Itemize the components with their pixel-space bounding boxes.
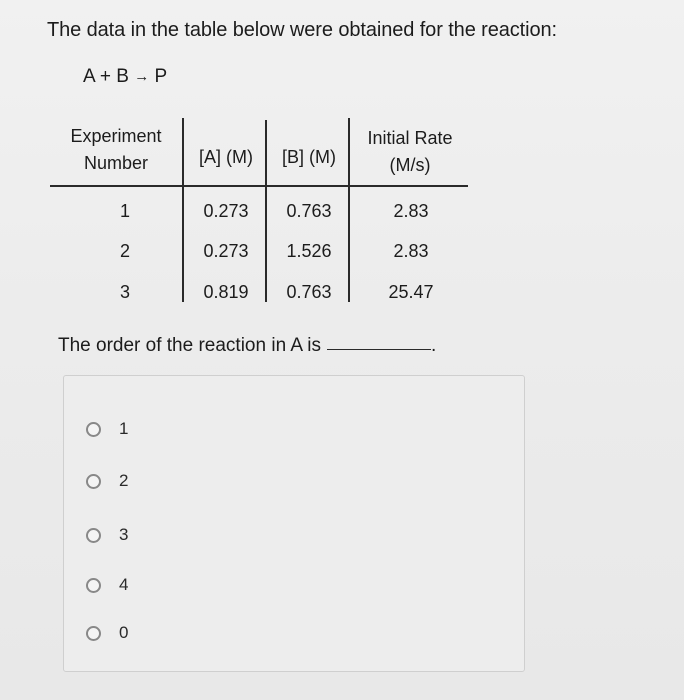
intro-text: The data in the table below were obtained for the reaction: — [47, 19, 557, 41]
option-label: 1 — [119, 419, 129, 438]
header-initial-rate — [352, 125, 468, 179]
option-3[interactable] — [86, 522, 128, 548]
table-cell-b: 0.763 — [286, 282, 332, 302]
header-experiment — [54, 123, 178, 177]
column-divider — [182, 118, 184, 302]
table-cell-exp: 1 — [119, 201, 130, 221]
option-4[interactable] — [86, 572, 128, 598]
rate-data-table — [50, 116, 468, 316]
radio-button[interactable] — [86, 422, 101, 437]
radio-button[interactable] — [86, 528, 101, 543]
reaction-arrow: → — [134, 68, 150, 85]
product: P — [154, 66, 168, 87]
table-cell-a: 0.273 — [203, 241, 249, 261]
header-experiment-line2: Number — [83, 153, 149, 173]
reaction-equation — [83, 66, 167, 88]
table-cell-exp: 2 — [119, 241, 130, 261]
table-cell-rate: 2.83 — [393, 201, 429, 221]
option-label: 3 — [119, 525, 129, 544]
column-divider — [265, 120, 267, 302]
radio-button[interactable] — [86, 474, 101, 489]
table-cell-b: 1.526 — [286, 241, 332, 261]
question-trailing: . — [431, 335, 437, 356]
header-divider — [50, 185, 468, 187]
question-text — [58, 335, 436, 357]
option-0[interactable] — [86, 620, 128, 646]
column-divider — [348, 118, 350, 302]
table-cell-rate: 25.47 — [388, 282, 434, 302]
option-label: 2 — [119, 471, 129, 490]
option-1[interactable] — [86, 416, 128, 442]
header-rate-line1: Initial Rate — [367, 128, 453, 148]
table-cell-a: 0.819 — [203, 282, 249, 302]
answer-blank — [327, 349, 431, 350]
header-b-concentration: [B] (M) — [282, 147, 336, 167]
table-cell-a: 0.273 — [203, 201, 249, 221]
option-label: 0 — [119, 623, 129, 642]
table-cell-b: 0.763 — [286, 201, 332, 221]
radio-button[interactable] — [86, 578, 101, 593]
table-cell-exp: 3 — [119, 282, 130, 302]
option-label: 4 — [119, 575, 129, 594]
header-rate-line2: (M/s) — [389, 155, 431, 175]
reactants: A + B — [83, 66, 129, 87]
option-2[interactable] — [86, 468, 128, 494]
table-cell-rate: 2.83 — [393, 241, 429, 261]
header-a-concentration: [A] (M) — [199, 147, 253, 167]
answer-options-box — [63, 375, 525, 672]
header-experiment-line1: Experiment — [70, 126, 162, 146]
radio-button[interactable] — [86, 626, 101, 641]
question-prompt: The order of the reaction in A is — [58, 335, 321, 356]
